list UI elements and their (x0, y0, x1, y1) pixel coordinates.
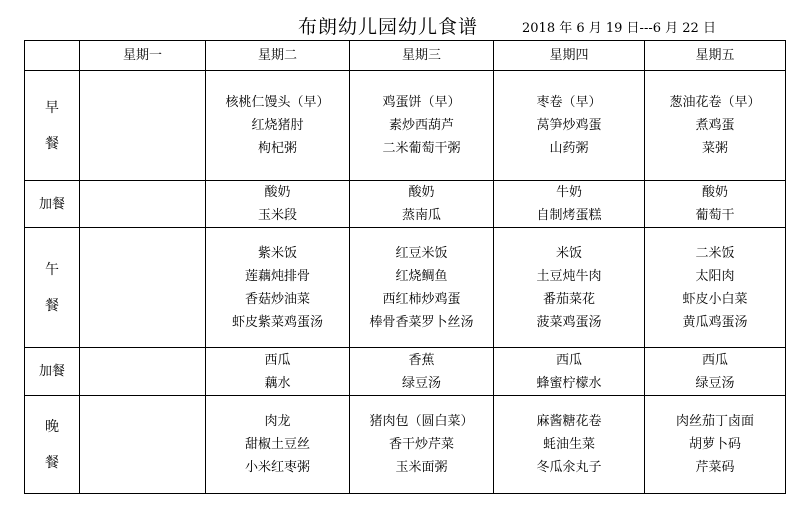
dish-item: 西红柿炒鸡蛋 (382, 291, 461, 307)
dish-item: 玉米面粥 (395, 460, 448, 475)
menu-cell-tue (206, 348, 350, 396)
meal-row (25, 396, 786, 494)
corner-cell (25, 41, 80, 71)
dish-item: 酸奶 (701, 185, 728, 200)
dish-item: 香蕉 (408, 352, 435, 368)
dish-item: 莴笋炒鸡蛋 (536, 118, 602, 133)
dish-item: 芹菜码 (695, 460, 735, 475)
menu-cell-tue (206, 71, 350, 181)
dish-item: 自制烤蛋糕 (536, 208, 602, 223)
dish-item: 番茄菜花 (542, 291, 595, 307)
date-range: 2018 年 6 月 19 日---6 月 22 日 (522, 21, 716, 36)
dish-item: 西瓜 (555, 352, 582, 368)
dish-item: 山药粥 (549, 141, 589, 156)
dish-item: 菠菜鸡蛋汤 (536, 314, 602, 330)
meal-label-char: 餐 (45, 297, 59, 314)
dish-item: 香干炒芹菜 (388, 437, 454, 452)
dish-item: 棒骨香菜罗卜丝汤 (369, 314, 474, 330)
menu-cell-mon (80, 228, 206, 348)
dish-item: 鸡蛋饼（早） (382, 95, 461, 110)
dish-item: 二米葡萄干粥 (382, 141, 461, 156)
meal-label (25, 181, 80, 228)
dish-item: 紫米饭 (257, 245, 297, 261)
dish-item: 甜椒土豆丝 (244, 437, 310, 452)
dish-item: 香菇炒油菜 (244, 291, 310, 307)
menu-cell-wed (350, 348, 494, 396)
menu-cell-thu (494, 348, 645, 396)
dish-item: 酸奶 (408, 185, 435, 200)
meal-label-chars (45, 409, 59, 481)
dish-item: 猪肉包（圆白菜） (369, 414, 474, 429)
menu-cell-mon (80, 396, 206, 494)
day-header-wed: 星期三 (350, 41, 494, 71)
day-header-thu: 星期四 (494, 41, 645, 71)
meal-label (25, 71, 80, 181)
dish-item: 西瓜 (701, 352, 728, 368)
menu-cell-fri (645, 228, 786, 348)
menu-cell-wed (350, 228, 494, 348)
dish-item: 红豆米饭 (395, 245, 448, 261)
menu-cell-fri (645, 71, 786, 181)
menu-cell-tue (206, 396, 350, 494)
menu-cell-fri (645, 396, 786, 494)
dish-item: 冬瓜氽丸子 (536, 460, 602, 475)
meal-label-char: 早 (45, 99, 59, 116)
menu-cell-fri (645, 181, 786, 228)
meal-label (25, 348, 80, 396)
dish-item: 绿豆汤 (695, 375, 735, 391)
menu-cell-mon (80, 181, 206, 228)
meal-row (25, 228, 786, 348)
dish-item: 土豆炖牛肉 (536, 268, 602, 284)
menu-cell-fri (645, 348, 786, 396)
meal-label-text: 加餐 (38, 364, 65, 379)
meal-label-text: 加餐 (38, 196, 65, 212)
menu-cell-tue (206, 228, 350, 348)
dish-item: 蚝油生菜 (542, 437, 595, 452)
dish-item: 黄瓜鸡蛋汤 (682, 314, 748, 330)
meal-label-char: 午 (45, 261, 59, 278)
day-header-mon: 星期一 (80, 41, 206, 71)
menu-cell-wed (350, 71, 494, 181)
meal-label-chars (45, 90, 59, 162)
menu-table (24, 40, 786, 494)
dish-item: 麻酱糖花卷 (536, 414, 602, 429)
meal-label-char: 晚 (45, 418, 59, 435)
dish-item: 蒸南瓜 (401, 208, 441, 223)
dish-item: 米饭 (555, 245, 582, 261)
meal-label (25, 396, 80, 494)
menu-cell-thu (494, 396, 645, 494)
menu-cell-thu (494, 71, 645, 181)
menu-cell-mon (80, 348, 206, 396)
meal-label-chars (45, 252, 59, 324)
dish-item: 肉龙 (264, 414, 291, 429)
menu-cell-wed (350, 396, 494, 494)
dish-item: 肉丝茄丁卤面 (675, 414, 754, 429)
menu-cell-mon (80, 71, 206, 181)
dish-item: 煮鸡蛋 (695, 118, 735, 133)
dish-item: 核桃仁馒头（早） (225, 95, 330, 110)
menu-cell-tue (206, 181, 350, 228)
meal-label-char: 餐 (45, 454, 59, 471)
dish-item: 虾皮小白菜 (682, 291, 748, 307)
meal-row (25, 348, 786, 396)
menu-cell-thu (494, 228, 645, 348)
dish-item: 二米饭 (695, 245, 735, 261)
dish-item: 玉米段 (257, 208, 297, 223)
dish-item: 虾皮紫菜鸡蛋汤 (231, 314, 323, 330)
day-header-tue: 星期二 (206, 41, 350, 71)
dish-item: 绿豆汤 (401, 375, 441, 391)
meal-label (25, 228, 80, 348)
dish-item: 莲藕炖排骨 (244, 268, 310, 284)
meal-row (25, 181, 786, 228)
dish-item: 红烧鲷鱼 (395, 268, 448, 284)
dish-item: 太阳肉 (695, 268, 735, 284)
dish-item: 胡萝卜码 (688, 437, 741, 452)
dish-item: 藕水 (264, 375, 291, 391)
menu-title: 布朗幼儿园幼儿食谱 (298, 16, 479, 38)
meal-label-char: 餐 (45, 135, 59, 152)
dish-item: 素炒西葫芦 (388, 118, 454, 133)
dish-item: 小米红枣粥 (244, 460, 310, 475)
menu-cell-thu (494, 181, 645, 228)
meal-row (25, 71, 786, 181)
dish-item: 菜粥 (701, 141, 728, 156)
header-row (25, 41, 786, 71)
dish-item: 红烧猪肘 (251, 118, 304, 133)
dish-item: 西瓜 (264, 352, 291, 368)
dish-item: 蜂蜜柠檬水 (536, 375, 602, 391)
dish-item: 牛奶 (555, 185, 582, 200)
dish-item: 葱油花卷（早） (669, 95, 761, 110)
dish-item: 枣卷（早） (536, 95, 602, 110)
dish-item: 葡萄干 (695, 208, 735, 223)
menu-cell-wed (350, 181, 494, 228)
dish-item: 酸奶 (264, 185, 291, 200)
dish-item: 枸杞粥 (257, 141, 297, 156)
day-header-fri: 星期五 (645, 41, 786, 71)
